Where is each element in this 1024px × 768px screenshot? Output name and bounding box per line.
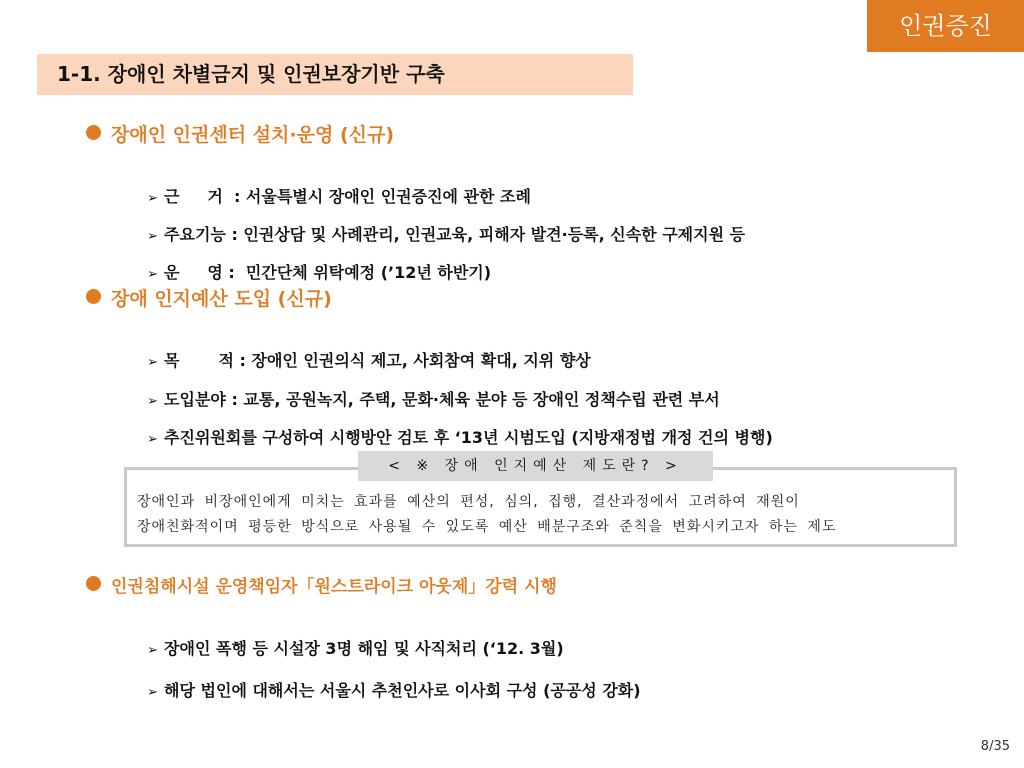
sub-item (136, 406, 773, 448)
bullet-heading-2-text: 장애 인지예산 도입 (신규) (111, 288, 332, 310)
arrow-bullet-icon: ➢ (147, 394, 159, 409)
bullet-heading-3-text: 인권침해시설 운영책임자「원스트라이크 아웃제」강력 시행 (111, 577, 557, 597)
arrow-bullet-icon: ➢ (147, 191, 159, 206)
sub-item-text: 목 적 : 장애인 인권의식 제고, 사회참여 확대, 지위 향상 (164, 351, 591, 370)
definition-box-line-1: 장애인과 비장애인에게 미치는 효과를 예산의 편성, 심의, 집행, 결산과정에서 고려하여 재원이 (137, 494, 800, 510)
bullet-heading-1-text: 장애인 인권센터 설치·운영 (신규) (111, 124, 395, 146)
definition-box-title: < ※ 장애 인지예산 제도란? > (358, 451, 713, 481)
sub-item-text: 장애인 폭행 등 시설장 3명 해임 및 사직처리 (‘12. 3월) (164, 639, 564, 658)
definition-box-line-2: 장애친화적이며 평등한 방식으로 사용될 수 있도록 예산 배분구조와 준칙을 변화시키고자 하는 제도 (137, 519, 837, 535)
sub-item-text: 운 영 : 민간단체 위탁예정 (’12년 하반기) (164, 263, 492, 282)
sub-item (136, 368, 720, 410)
sub-item (136, 241, 491, 283)
sub-item-text: 해당 법인에 대해서는 서울시 추천인사로 이사회 구성 (공공성 강화) (164, 681, 641, 700)
arrow-bullet-icon: ➢ (147, 355, 159, 370)
bullet-dot-icon (86, 289, 101, 304)
sub-item-text: 추진위원회를 구성하여 시행방안 검토 후 ‘13년 시범도입 (지방재정법 개정 건의 병행) (164, 428, 773, 447)
sub-item-text: 근 거 : 서울특별시 장애인 인권증진에 관한 조례 (164, 187, 531, 206)
bullet-heading-3 (86, 572, 557, 597)
arrow-bullet-icon: ➢ (147, 267, 159, 282)
bullet-heading-1 (86, 120, 394, 147)
sub-item (136, 329, 591, 371)
page-number: 8/35 (980, 739, 1010, 754)
header-tag: 인권증진 (867, 0, 1024, 52)
arrow-bullet-icon: ➢ (147, 643, 159, 658)
bullet-dot-icon (86, 125, 101, 140)
sub-item-text: 도입분야 : 교통, 공원녹지, 주택, 문화·체육 분야 등 장애인 정책수립 관련 부서 (164, 390, 720, 409)
arrow-bullet-icon: ➢ (147, 685, 159, 700)
sub-item (136, 203, 745, 245)
section-title: 1-1. 장애인 차별금지 및 인권보장기반 구축 (37, 54, 633, 95)
sub-item (136, 165, 531, 207)
sub-item (136, 659, 641, 701)
arrow-bullet-icon: ➢ (147, 432, 159, 447)
sub-item (136, 617, 564, 659)
arrow-bullet-icon: ➢ (147, 229, 159, 244)
sub-item-text: 주요기능 : 인권상담 및 사례관리, 인권교육, 피해자 발견·등록, 신속한 구제지원 등 (164, 225, 746, 244)
bullet-heading-2 (86, 284, 332, 311)
bullet-dot-icon (86, 576, 101, 591)
